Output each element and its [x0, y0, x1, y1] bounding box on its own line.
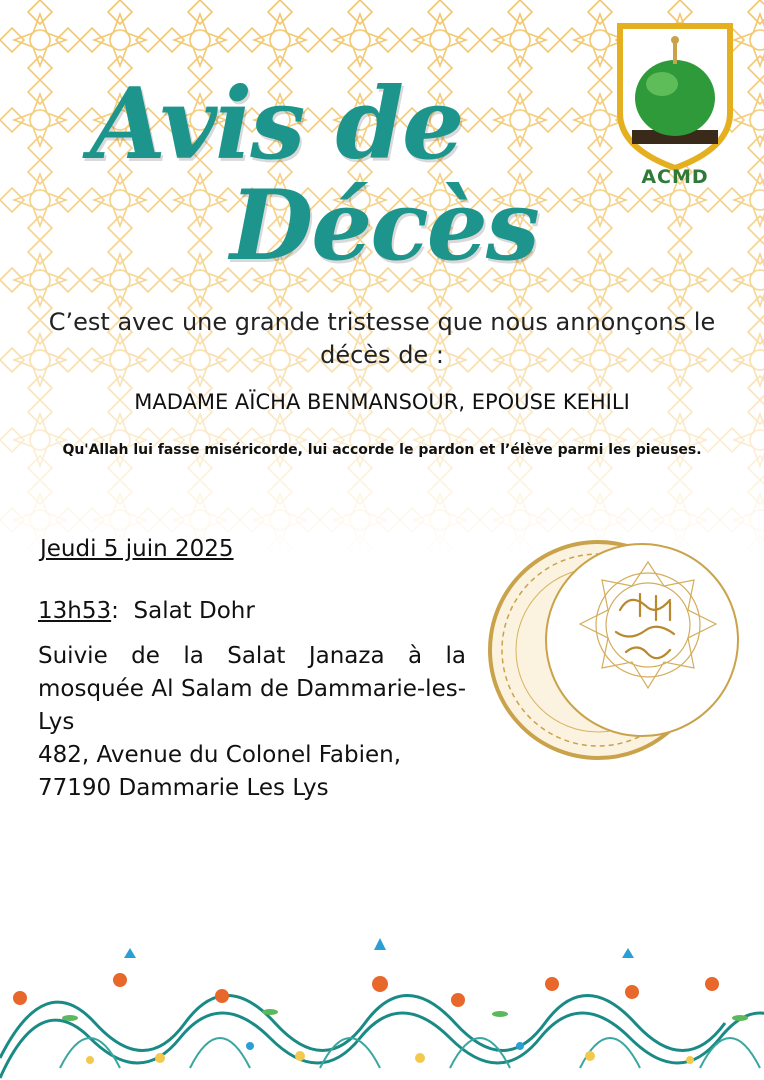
time-separator: : [111, 598, 119, 624]
intro-text: C’est avec une grande tristesse que nous annonçons le décès de : [48, 308, 716, 369]
event-details [38, 640, 466, 805]
address-line-2: 77190 Dammarie Les Lys [38, 775, 329, 801]
title-line-2: Décès [230, 169, 538, 282]
crescent-calligraphy-ornament [480, 540, 750, 760]
prayer-name: Salat Dohr [133, 598, 255, 624]
ceremony-text: Suivie de la Salat Janaza à la mosquée Al Salam de Dammarie-les-Lys [38, 643, 466, 735]
prayer-text: Qu'Allah lui fasse miséricorde, lui accorde le pardon et l’élève parmi les pieuses. [62, 442, 702, 458]
event-time: 13h53 [38, 598, 112, 624]
floral-arabesque-border [0, 928, 764, 1080]
event-date: Jeudi 5 juin 2025 [40, 536, 234, 562]
address-line-1: 482, Avenue du Colonel Fabien, [38, 742, 402, 768]
deceased-name: MADAME AÏCHA BENMANSOUR, EPOUSE KEHILI [134, 390, 630, 414]
title-line-1: Avis de [90, 67, 463, 182]
logo-text: ACMD [641, 166, 709, 188]
time-line [38, 598, 255, 624]
